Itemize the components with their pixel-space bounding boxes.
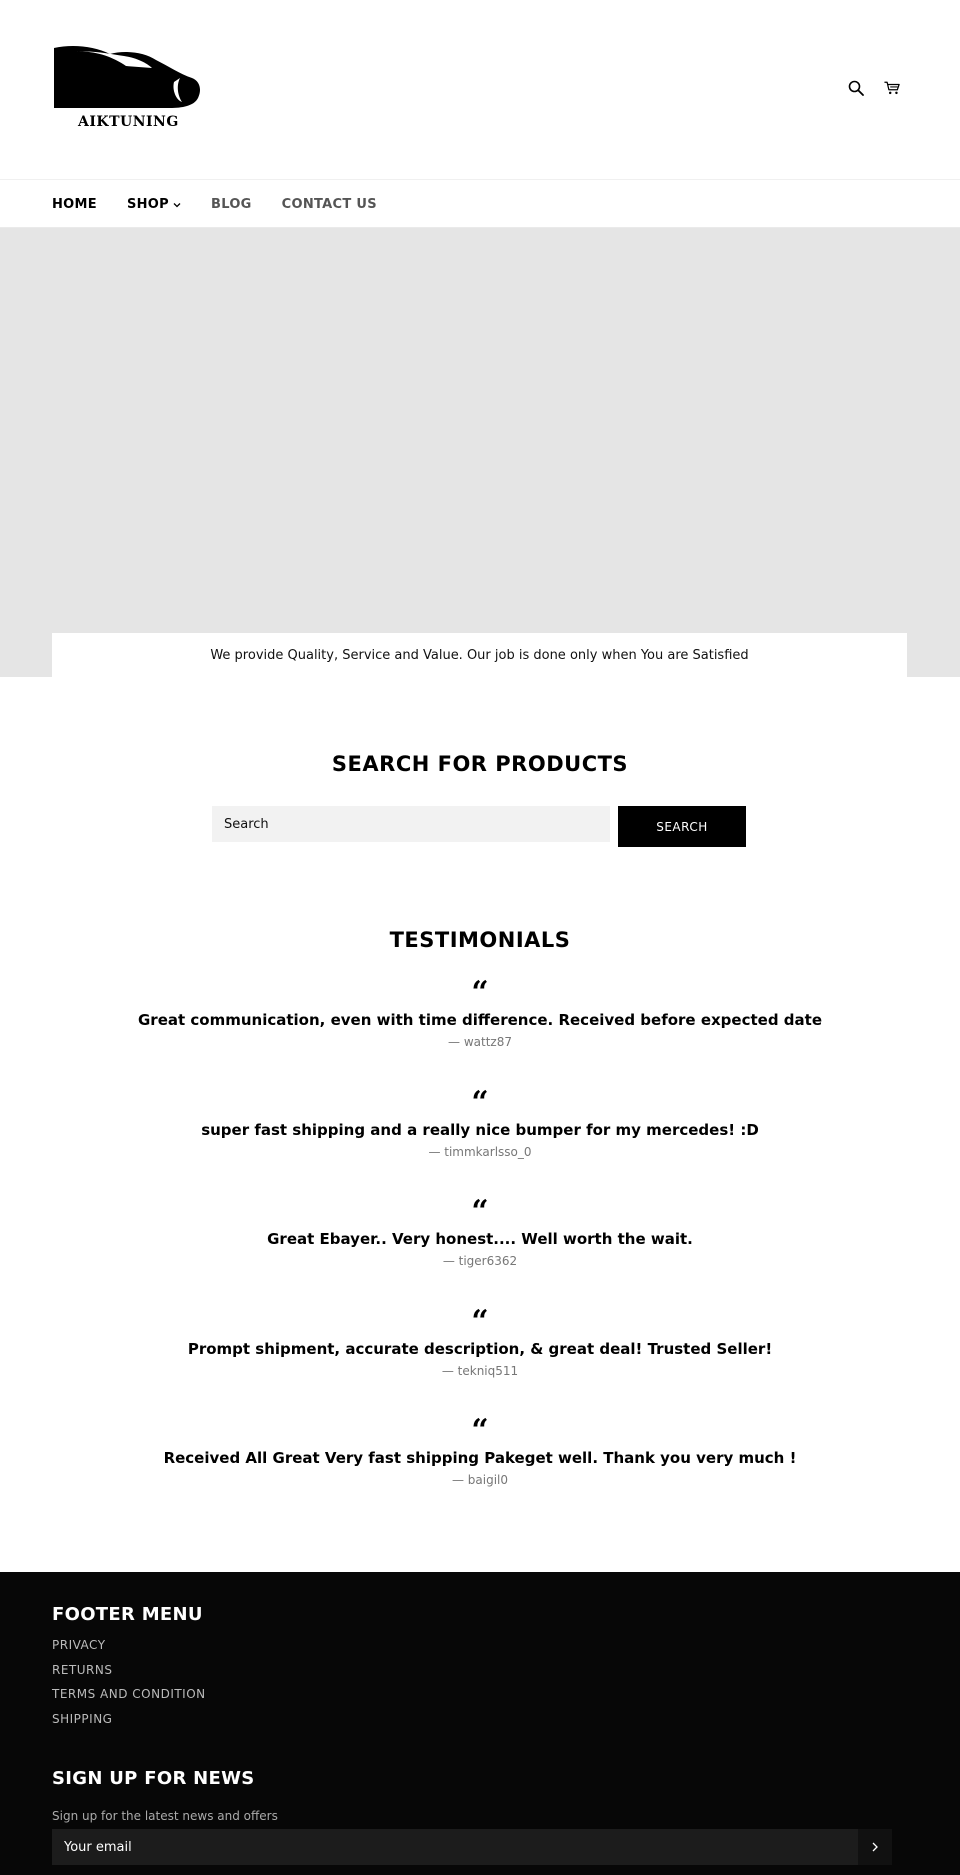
header-actions [848, 80, 900, 96]
nav-list [52, 181, 407, 228]
nav-item-home[interactable] [52, 197, 97, 212]
testimonial-item [0, 1194, 960, 1309]
brand-logo[interactable] [52, 44, 202, 134]
brand-logo-text: AIKTUNING [78, 114, 179, 130]
hero-banner [0, 228, 960, 677]
testimonial-text: Great communication, even with time difference. Received before expected date [138, 1011, 822, 1029]
nav-item-shop[interactable] [127, 197, 181, 212]
footer-link-returns[interactable]: RETURNS [52, 1662, 113, 1677]
testimonials-title: TESTIMONIALS [389, 928, 571, 952]
chevron-down-icon [173, 201, 181, 209]
nav-item-label: CONTACT US [281, 197, 377, 212]
search-button[interactable]: SEARCH [618, 806, 746, 847]
footer-link-privacy[interactable]: PRIVACY [52, 1638, 106, 1652]
nav-item-contact[interactable] [282, 197, 377, 212]
hero-caption-text: We provide Quality, Service and Value. Our job is done only when You are Satisfied [210, 648, 749, 663]
footer-link-shipping[interactable]: SHIPPING [52, 1712, 113, 1727]
testimonial-item [0, 975, 960, 1090]
search-input[interactable] [212, 806, 610, 842]
testimonial-text: super fast shipping and a really nice bumper for my mercedes! :D [201, 1120, 759, 1139]
quote-icon: “ [471, 1413, 489, 1448]
testimonial-text: Prompt shipment, accurate description, & great deal! Trusted Seller! [187, 1339, 773, 1358]
testimonial-author: — tekniq511 [441, 1363, 519, 1378]
testimonial-list [0, 975, 960, 1528]
newsletter-subtitle: Sign up for the latest news and offers [52, 1809, 278, 1823]
site-footer [0, 1572, 960, 1875]
testimonial-author: — timmkarlsso_0 [428, 1144, 532, 1159]
footer-link-terms[interactable]: TERMS AND CONDITION [52, 1687, 206, 1702]
newsletter-title: SIGN UP FOR NEWS [52, 1768, 255, 1789]
main-nav [0, 181, 960, 228]
testimonials-section [0, 928, 960, 1487]
email-field[interactable] [52, 1829, 858, 1865]
quote-icon: “ [471, 1084, 489, 1120]
testimonial-author: — wattz87 [448, 1035, 512, 1049]
footer-menu [52, 1638, 206, 1737]
quote-icon: “ [471, 1303, 489, 1339]
subscribe-button[interactable] [858, 1829, 892, 1865]
search-title: SEARCH FOR PRODUCTS [331, 752, 629, 776]
nav-item-label: SHOP [126, 197, 169, 212]
testimonial-text: Great Ebayer.. Very honest.... Well worth the wait. [267, 1230, 693, 1248]
testimonial-item [0, 1413, 960, 1528]
testimonial-text: Received All Great Very fast shipping Pakeget well. Thank you very much ! [163, 1449, 797, 1467]
testimonial-author: — baigil0 [451, 1473, 509, 1487]
car-silhouette-icon [52, 44, 202, 116]
nav-item-blog[interactable] [211, 197, 252, 212]
quote-icon: “ [471, 1194, 489, 1229]
search-form [212, 806, 746, 847]
site-header [0, 0, 960, 180]
footer-menu-title: FOOTER MENU [52, 1604, 203, 1625]
nav-item-label: BLOG [210, 197, 252, 212]
chevron-right-icon [871, 1842, 879, 1852]
quote-icon: “ [471, 975, 489, 1010]
testimonial-item [0, 1303, 960, 1419]
testimonial-author: — tiger6362 [442, 1254, 518, 1268]
search-section [0, 752, 960, 834]
nav-item-label: HOME [52, 197, 97, 212]
hero-caption [52, 633, 907, 678]
newsletter-form [52, 1829, 892, 1865]
search-icon[interactable] [848, 80, 864, 96]
cart-icon[interactable] [884, 80, 900, 96]
testimonial-item [0, 1084, 960, 1200]
